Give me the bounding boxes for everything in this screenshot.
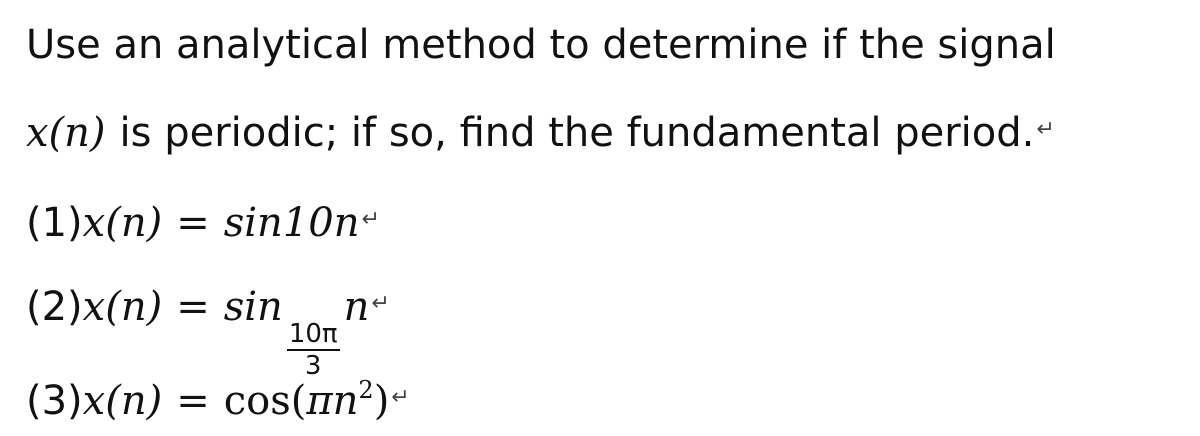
fraction-numerator: 10π (288, 319, 338, 349)
func-name: sin (223, 200, 283, 246)
problem-text-1: Use an analytical method to determine if the signal (26, 22, 1056, 68)
problem-text-2: is periodic; if so, find the fundamental period. (119, 110, 1035, 156)
equals-sign: = (176, 378, 210, 424)
return-mark-icon: ↵ (361, 207, 380, 232)
part-lhs: x(n) (82, 378, 163, 424)
return-mark-icon: ↵ (371, 291, 390, 316)
part-3 (26, 378, 410, 424)
close-paren: ) (373, 378, 390, 424)
part-label: (2) (26, 284, 83, 330)
return-mark-icon: ↵ (1036, 117, 1055, 142)
part-2 (26, 284, 390, 381)
func-arg: 10n (282, 200, 360, 246)
exponent: 2 (358, 376, 374, 404)
return-mark-icon: ↵ (391, 385, 410, 410)
func-tail: n (343, 284, 370, 330)
equals-sign: = (176, 284, 210, 330)
problem-line-1 (26, 22, 1056, 68)
part-1 (26, 200, 380, 246)
problem-line-2 (26, 110, 1055, 156)
func-base: πn (306, 378, 359, 424)
part-label: (3) (26, 378, 83, 424)
func-name: cos (223, 378, 291, 424)
open-paren: ( (290, 378, 307, 424)
equals-sign: = (176, 200, 210, 246)
part-label: (1) (26, 200, 83, 246)
part-lhs: x(n) (82, 284, 163, 330)
part-lhs: x(n) (82, 200, 163, 246)
fraction (287, 319, 340, 381)
fraction-denominator: 3 (304, 351, 322, 381)
signal-symbol: x(n) (26, 110, 106, 156)
func-name: sin (223, 284, 283, 330)
